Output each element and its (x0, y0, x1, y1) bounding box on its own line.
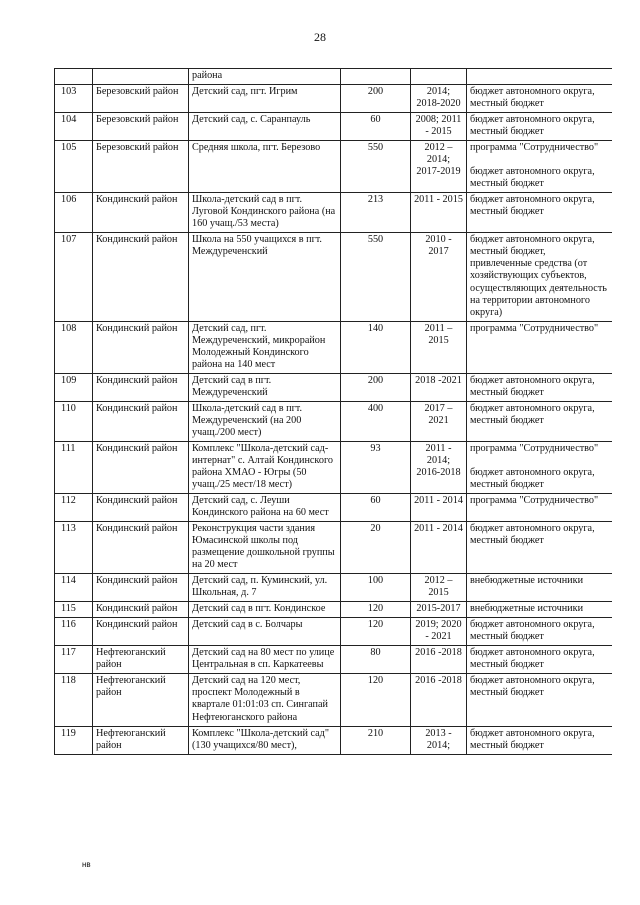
cell-capacity: 400 (341, 401, 411, 441)
cell-object: района (189, 69, 341, 85)
cell-district: Березовский район (93, 141, 189, 193)
cell-period: 2018 -2021 (411, 373, 467, 401)
cell-object: Комплекс "Школа-детский сад" (130 учащихся/80 мест), (189, 726, 341, 754)
table-row (55, 726, 613, 754)
cell-capacity (341, 69, 411, 85)
cell-capacity: 120 (341, 618, 411, 646)
cell-funding (467, 69, 613, 85)
cell-period: 2016 -2018 (411, 674, 467, 726)
cell-number: 119 (55, 726, 93, 754)
cell-capacity: 20 (341, 522, 411, 574)
cell-district: Кондинский район (93, 522, 189, 574)
cell-district: Нефтеюганский район (93, 646, 189, 674)
cell-funding: бюджет автономного округа, местный бюджет (467, 113, 613, 141)
table-row (55, 233, 613, 321)
cell-period (411, 69, 467, 85)
cell-object: Детский сад, п. Куминский, ул. Школьная, д. 7 (189, 574, 341, 602)
cell-number: 118 (55, 674, 93, 726)
cell-funding: бюджет автономного округа, местный бюджет (467, 646, 613, 674)
cell-capacity: 550 (341, 233, 411, 321)
cell-period: 2016 -2018 (411, 646, 467, 674)
cell-district: Кондинский район (93, 321, 189, 373)
cell-number: 107 (55, 233, 93, 321)
cell-number: 103 (55, 85, 93, 113)
cell-object: Детский сад, с. Леуши Кондинского района на 60 мест (189, 494, 341, 522)
cell-district: Кондинский район (93, 441, 189, 493)
table-row (55, 574, 613, 602)
table-row (55, 494, 613, 522)
table-container (54, 68, 612, 846)
cell-capacity: 120 (341, 674, 411, 726)
cell-capacity: 140 (341, 321, 411, 373)
cell-object: Детский сад в с. Болчары (189, 618, 341, 646)
cell-object: Школа-детский сад в пгт. Луговой Кондинского района (на 160 учащ./53 места) (189, 193, 341, 233)
cell-number: 117 (55, 646, 93, 674)
cell-funding: внебюджетные источники (467, 574, 613, 602)
cell-period: 2015-2017 (411, 602, 467, 618)
cell-district: Кондинский район (93, 233, 189, 321)
table-row (55, 646, 613, 674)
cell-period: 2014; 2018-2020 (411, 85, 467, 113)
cell-capacity: 80 (341, 646, 411, 674)
cell-object: Школа-детский сад в пгт. Междуреченский (на 200 учащ./200 мест) (189, 401, 341, 441)
cell-funding: бюджет автономного округа, местный бюджет (467, 522, 613, 574)
table-row (55, 602, 613, 618)
table-row (55, 674, 613, 726)
cell-funding: программа "Сотрудничество" (467, 494, 613, 522)
cell-capacity: 210 (341, 726, 411, 754)
cell-capacity: 60 (341, 113, 411, 141)
cell-number: 116 (55, 618, 93, 646)
table-body (55, 69, 613, 755)
cell-capacity: 120 (341, 602, 411, 618)
cell-district: Кондинский район (93, 373, 189, 401)
cell-number (55, 69, 93, 85)
cell-funding: бюджет автономного округа, местный бюджет (467, 373, 613, 401)
cell-number: 110 (55, 401, 93, 441)
cell-district: Кондинский район (93, 494, 189, 522)
cell-object: Реконструкция части здания Юмасинской школы под размещение дошкольной группы на 20 мест (189, 522, 341, 574)
cell-funding: бюджет автономного округа, местный бюджет (467, 193, 613, 233)
cell-object: Детский сад, пгт. Игрим (189, 85, 341, 113)
table-row (55, 441, 613, 493)
cell-period: 2011 - 2014 (411, 522, 467, 574)
table-row (55, 69, 613, 85)
cell-funding: бюджет автономного округа, местный бюджет (467, 726, 613, 754)
cell-funding: бюджет автономного округа, местный бюджет (467, 674, 613, 726)
cell-district: Кондинский район (93, 574, 189, 602)
cell-district: Кондинский район (93, 602, 189, 618)
cell-district: Нефтеюганский район (93, 726, 189, 754)
cell-period: 2013 - 2014; (411, 726, 467, 754)
cell-district: Кондинский район (93, 193, 189, 233)
cell-number: 113 (55, 522, 93, 574)
cell-district: Нефтеюганский район (93, 674, 189, 726)
cell-number: 115 (55, 602, 93, 618)
cell-number: 112 (55, 494, 93, 522)
cell-period: 2011 – 2015 (411, 321, 467, 373)
cell-period: 2008; 2011 - 2015 (411, 113, 467, 141)
cell-funding: программа "Сотрудничество" бюджет автономного округа, местный бюджет (467, 441, 613, 493)
cell-period: 2012 – 2014; 2017-2019 (411, 141, 467, 193)
cell-number: 111 (55, 441, 93, 493)
cell-capacity: 60 (341, 494, 411, 522)
cell-period: 2010 - 2017 (411, 233, 467, 321)
table-row (55, 618, 613, 646)
cell-number: 104 (55, 113, 93, 141)
cell-funding: программа "Сотрудничество" (467, 321, 613, 373)
cell-object: Комплекс "Школа-детский сад-интернат" с. Алтай Кондинского района ХМАО - Югры (50 учащ./25 мест/18 мест) (189, 441, 341, 493)
cell-capacity: 213 (341, 193, 411, 233)
cell-capacity: 100 (341, 574, 411, 602)
table-row (55, 85, 613, 113)
cell-capacity: 550 (341, 141, 411, 193)
cell-object: Детский сад на 80 мест по улице Центральная в сп. Каркатеевы (189, 646, 341, 674)
cell-capacity: 200 (341, 373, 411, 401)
cell-object: Детский сад, с. Саранпауль (189, 113, 341, 141)
cell-period: 2017 – 2021 (411, 401, 467, 441)
cell-district (93, 69, 189, 85)
cell-funding: внебюджетные источники (467, 602, 613, 618)
cell-district: Березовский район (93, 113, 189, 141)
cell-number: 106 (55, 193, 93, 233)
cell-number: 114 (55, 574, 93, 602)
cell-period: 2011 - 2015 (411, 193, 467, 233)
cell-period: 2012 – 2015 (411, 574, 467, 602)
cell-funding: бюджет автономного округа, местный бюджет (467, 401, 613, 441)
cell-funding: бюджет автономного округа, местный бюджет, привлеченные средства (от хозяйствующих субъектов, осуществляющих деятельность на территории автономного округа) (467, 233, 613, 321)
cell-object: Средняя школа, пгт. Березово (189, 141, 341, 193)
cell-period: 2011 - 2014; 2016-2018 (411, 441, 467, 493)
cell-object: Детский сад на 120 мест, проспект Молодежный в квартале 01:01:03 сп. Сингапай Нефтеюганского района (189, 674, 341, 726)
table-row (55, 373, 613, 401)
table-row (55, 193, 613, 233)
cell-capacity: 200 (341, 85, 411, 113)
cell-funding: программа "Сотрудничество" бюджет автономного округа, местный бюджет (467, 141, 613, 193)
cell-period: 2011 - 2014 (411, 494, 467, 522)
cell-object: Детский сад в пгт. Междуреченский (189, 373, 341, 401)
cell-district: Березовский район (93, 85, 189, 113)
cell-object: Детский сад в пгт. Кондинское (189, 602, 341, 618)
cell-number: 105 (55, 141, 93, 193)
cell-number: 109 (55, 373, 93, 401)
table-row (55, 141, 613, 193)
cell-district: Кондинский район (93, 401, 189, 441)
cell-object: Школа на 550 учащихся в пгт. Междуреченский (189, 233, 341, 321)
table-row (55, 522, 613, 574)
page-number: 28 (314, 30, 326, 44)
footer-mark: нв (82, 860, 91, 869)
cell-district: Кондинский район (93, 618, 189, 646)
table-row (55, 113, 613, 141)
cell-number: 108 (55, 321, 93, 373)
cell-funding: бюджет автономного округа, местный бюджет (467, 85, 613, 113)
cell-period: 2019; 2020 - 2021 (411, 618, 467, 646)
cell-object: Детский сад, пгт. Междуреченский, микрорайон Молодежный Кондинского района на 140 мест (189, 321, 341, 373)
table-row (55, 401, 613, 441)
cell-capacity: 93 (341, 441, 411, 493)
cell-funding: бюджет автономного округа, местный бюджет (467, 618, 613, 646)
objects-table (54, 68, 612, 755)
table-row (55, 321, 613, 373)
